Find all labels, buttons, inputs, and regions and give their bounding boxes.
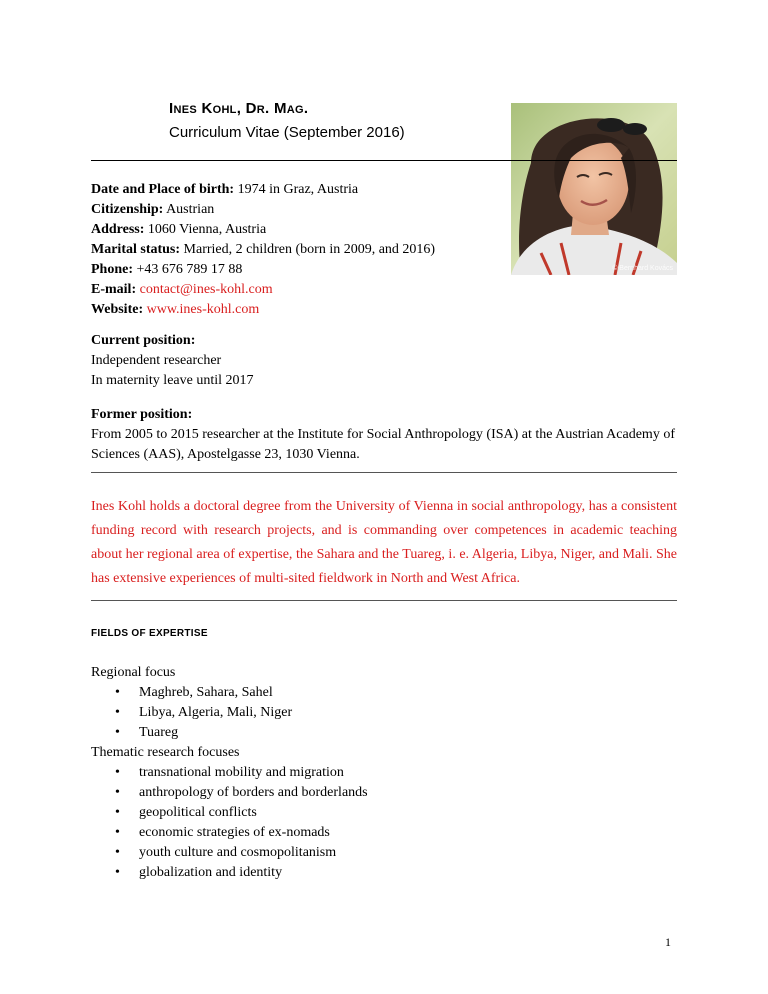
bullet: • — [115, 765, 120, 780]
list-item: • youth culture and cosmopolitanism — [91, 843, 368, 863]
birth-value: 1974 in Graz, Austria — [234, 182, 359, 197]
phone-value: +43 676 789 17 88 — [133, 262, 243, 277]
marital-row — [91, 240, 435, 260]
regional-focus-list — [91, 683, 368, 743]
list-item: • Maghreb, Sahara, Sahel — [91, 683, 368, 703]
list-item: • Libya, Algeria, Mali, Niger — [91, 703, 368, 723]
header-divider — [91, 160, 677, 161]
current-position-line-2: In maternity leave until 2017 — [91, 373, 254, 388]
profile-summary: Ines Kohl holds a doctoral degree from the University of Vienna in social anthropology, has a consistent funding record with research projects, and is commanding over competences in academic teaching about her regional area of expertise, the Sahara and the Tuareg, i. e. Algeria, Libya, Niger, and Mali. She has extensive experiences of multi-sited fieldwork in North and West Africa. — [91, 499, 677, 586]
citizenship-label: Citizenship: — [91, 202, 164, 217]
birth-label: Date and Place of birth: — [91, 182, 235, 197]
address-value: 1060 Vienna, Austria — [144, 222, 267, 237]
page-number: 1 — [665, 935, 671, 949]
bullet: • — [115, 785, 120, 800]
current-position — [91, 331, 254, 391]
citizenship-row — [91, 200, 435, 220]
marital-value: Married, 2 children (born in 2009, and 2016) — [180, 242, 436, 257]
marital-label: Marital status: — [91, 242, 181, 257]
email-row — [91, 280, 435, 300]
bullet: • — [115, 705, 120, 720]
list-item: • Tuareg — [91, 723, 368, 743]
portrait-photo — [511, 103, 677, 275]
former-position-heading: Former position: — [91, 407, 193, 422]
list-item: • globalization and identity — [91, 863, 368, 883]
bullet: • — [115, 685, 120, 700]
cv-subtitle: Curriculum Vitae (September 2016) — [169, 124, 405, 141]
list-item: • anthropology of borders and borderlands — [91, 783, 368, 803]
former-position — [91, 405, 677, 465]
thematic-focus-list — [91, 763, 368, 883]
phone-row — [91, 260, 435, 280]
thematic-focus-label: Thematic research focuses — [91, 745, 240, 760]
address-label: Address: — [91, 222, 145, 237]
website-label: Website: — [91, 302, 144, 317]
summary-bottom-divider — [91, 600, 677, 601]
list-item: • economic strategies of ex-nomads — [91, 823, 368, 843]
bullet: • — [115, 805, 120, 820]
bullet: • — [115, 725, 120, 740]
former-position-text: From 2005 to 2015 researcher at the Institute for Social Anthropology (ISA) at the Austrian Academy of Sciences (AAS), Apostelgasse 23, 1030 Vienna. — [91, 427, 675, 462]
list-item: • transnational mobility and migration — [91, 763, 368, 783]
email-label: E-mail: — [91, 282, 137, 297]
website-link[interactable]: www.ines-kohl.com — [143, 302, 260, 317]
current-position-line-1: Independent researcher — [91, 353, 222, 368]
bullet: • — [115, 845, 120, 860]
birth-row — [91, 180, 435, 200]
expertise-list — [91, 663, 368, 883]
photo-credit: © Bernhard Kovács — [612, 265, 673, 272]
list-item: • geopolitical conflicts — [91, 803, 368, 823]
bullet: • — [115, 825, 120, 840]
current-position-heading: Current position: — [91, 333, 196, 348]
email-link[interactable]: contact@ines-kohl.com — [136, 282, 273, 297]
personal-details — [91, 180, 435, 320]
expertise-heading: FIELDS OF EXPERTISE — [91, 628, 208, 639]
bullet: • — [115, 865, 120, 880]
address-row — [91, 220, 435, 240]
phone-label: Phone: — [91, 262, 133, 277]
website-row — [91, 300, 435, 320]
cv-name: Ines Kohl, Dr. Mag. — [169, 100, 309, 117]
regional-focus-label: Regional focus — [91, 665, 176, 680]
summary-top-divider — [91, 472, 677, 473]
citizenship-value: Austrian — [163, 202, 215, 217]
